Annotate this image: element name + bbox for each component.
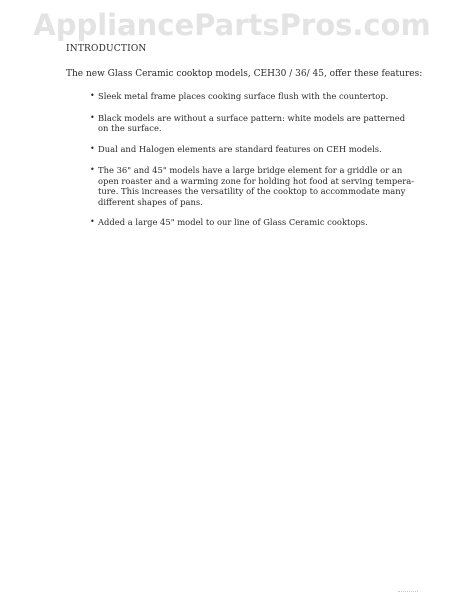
feature-text-line: different shapes of pans. [98, 196, 203, 207]
watermark-logo: AppliancePartsPros.com [33, 8, 431, 42]
section-heading: INTRODUCTION [66, 44, 147, 54]
feature-text-line: on the surface. [98, 123, 162, 133]
bullet-icon: • [90, 143, 95, 153]
bullet-icon: • [90, 217, 95, 226]
page-footer-mark [398, 591, 418, 596]
feature-text-line: Sleek metal frame places cooking surface flush with the countertop. [98, 91, 389, 101]
bullet-icon: • [90, 112, 95, 122]
intro-paragraph: The new Glass Ceramic cooktop models, CEH30 / 36/ 45, offer these features: [66, 69, 423, 79]
feature-item [90, 217, 372, 228]
feature-item [90, 143, 382, 155]
feature-text-line: Black models are without a surface pattern: white models are patterned [98, 112, 406, 123]
feature-text-line: open roaster and a warming zone for holding hot food at serving tempera- [98, 175, 415, 186]
feature-item [90, 165, 415, 207]
feature-text-line: Added a large 45" model to our line of Glass Ceramic cooktops. [98, 217, 368, 227]
bullet-icon: • [90, 91, 95, 100]
feature-text-line: ture. This increases the versatility of the cooktop to accommodate many [98, 186, 406, 196]
feature-text-line: Dual and Halogen elements are standard features on CEH models. [98, 143, 382, 154]
bullet-icon: • [90, 165, 95, 174]
feature-text-line: The 36" and 45" models have a large bridge element for a griddle or an [98, 165, 403, 175]
feature-list [90, 91, 415, 228]
feature-item [90, 112, 406, 134]
feature-item [90, 91, 389, 102]
